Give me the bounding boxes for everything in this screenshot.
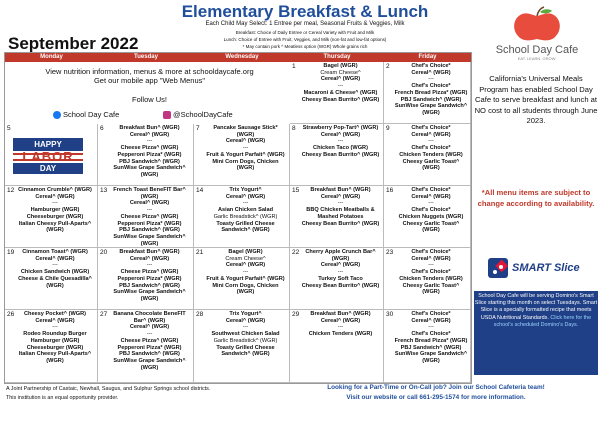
calendar-day-cell (290, 310, 384, 383)
day-number: 27 (100, 311, 108, 318)
website-contact-text[interactable]: Visit our website or call 661-295-1574 for more information. (346, 394, 526, 401)
menu-item: --- (428, 262, 434, 269)
page-title: Elementary Breakfast & Lunch (181, 2, 429, 21)
menu-item: --- (428, 76, 434, 83)
menu-item: Asian Chicken Salad (217, 207, 274, 214)
menu-item: Cheese & Chile Quesadilla^ (WGR) (18, 275, 92, 289)
availability-note: *All menu items are subject to change according to availability. (477, 188, 595, 208)
menu-item: Cheesy Pocket^ (WGR) (23, 311, 86, 317)
menu-items (394, 311, 468, 365)
menu-item: SunWise Grape Sandwich^ (WGR) (113, 289, 186, 302)
calendar-day-cell (5, 186, 98, 248)
menu-item: Cereal^ (WGR) (129, 200, 170, 207)
menu-items (15, 311, 95, 365)
day-number: 5 (7, 125, 11, 132)
breakfast-rule: Breakfast: Choice of Daily Entree or Cereal Variety with Fruit and Milk (235, 30, 375, 35)
calendar-day-cell (5, 124, 98, 186)
day-header-wednesday: Wednesday (194, 53, 290, 62)
menu-items (300, 63, 381, 103)
menu-items (108, 125, 191, 179)
menu-item: Chicken Tenders (WGR) (399, 275, 463, 282)
menu-item: PBJ Sandwich^ (WGR) (119, 351, 180, 358)
menu-item: Chef's Choice* (411, 249, 451, 255)
calendar-day-cell (290, 124, 384, 186)
menu-item: Cereal^ (WGR) (225, 317, 266, 324)
day-number: 2 (386, 63, 390, 70)
menu-items (15, 187, 95, 234)
day-header-tuesday: Tuesday (98, 53, 194, 62)
menu-item: Cereal^ (WGR) (129, 324, 170, 331)
holiday-mid: LABOR (22, 149, 74, 164)
menu-item: Breakfast Bun^ (WGR) (119, 249, 180, 255)
day-number: 14 (196, 187, 204, 194)
instagram-icon (163, 111, 171, 119)
calendar-day-cell (194, 248, 290, 310)
menu-item: Cheesy Garlic Toast^ (WGR) (402, 158, 460, 172)
menu-item: Cereal^ (WGR) (320, 193, 361, 200)
menu-item: SunWise Grape Sandwich^ (WGR) (113, 165, 186, 178)
menu-item: --- (337, 138, 344, 145)
menu-item: Toasty Grilled Cheese Sandwich^ (WGR) (216, 220, 275, 234)
menu-item: Cereal^ (WGR) (411, 255, 451, 262)
menu-item: Breakfast Bun^ (WGR) (310, 311, 371, 317)
menu-item: --- (242, 145, 249, 152)
calendar-day-cell (98, 248, 194, 310)
menu-item: Bagel (WGR) (323, 63, 358, 69)
menu-item: SunWise Grape Sandwich^ (WGR) (113, 233, 186, 247)
dominos-days-link[interactable]: Click here for the school's scheduled Domino's Days. (493, 314, 592, 328)
menu-item: Cereal^ (WGR) (129, 255, 170, 262)
menu-items (394, 125, 468, 172)
menu-item: PBJ Sandwich^ (WGR) (400, 96, 462, 103)
logo-tagline: EAT. LEARN. GROW. (517, 56, 557, 61)
lunch-rule: Lunch: Choice of Entree with Fruit, Veggies, and Milk (non-fat and low-fat options) (223, 37, 387, 42)
menu-calendar (4, 52, 472, 384)
menu-item: Mini Corn Dogs, Chicken (WGR) (212, 282, 279, 296)
menu-item: --- (52, 324, 58, 331)
calendar-day-cell (384, 186, 471, 248)
menu-item: Cream Cheese^ (320, 69, 361, 76)
menu-item: Fruit & Yogurt Parfait^ (WGR) (206, 151, 285, 158)
menu-item: Chicken Taco (WGR) (313, 145, 368, 152)
menu-item: Pepperoni Pizza* (WGR) (117, 151, 182, 158)
menu-item: Cheese Pizza^ (WGR) (120, 213, 179, 220)
menu-item: Cheesy Bean Burrito^ (WGR) (301, 96, 380, 103)
instagram-link[interactable] (163, 110, 233, 119)
instagram-label: @SchoolDayCafe (173, 110, 233, 119)
menu-item: Banana Chocolate BeneFIT Bar^ (WGR) (113, 311, 186, 324)
menu-items (300, 125, 381, 159)
menu-item: Chicken Sandwich (WGR) (20, 269, 90, 276)
menu-item: Toasty Grilled Cheese Sandwich^ (WGR) (216, 344, 275, 358)
menu-item: Italian Cheesy Pull-Aparts^ (WGR) (18, 220, 92, 234)
menu-item: Cheese Pizza^ (WGR) (120, 337, 179, 344)
menu-item: Cereal^ (WGR) (411, 131, 451, 138)
day-number: 29 (292, 311, 300, 318)
selection-rule: Each Child May Select: 1 Entree per meal, Seasonal Fruits & Veggies, Milk (205, 21, 405, 27)
menu-item: French Bread Pizza* (WGR) (394, 337, 468, 344)
menu-item: Bagel (WGR) (228, 249, 263, 255)
menu-item: Cereal^ (WGR) (411, 193, 451, 200)
day-number: 22 (292, 249, 300, 256)
menu-item: Cereal^ (WGR) (411, 69, 451, 76)
job-promo-text: Looking for a Part-Time or On-Call job? Join our School Cafeteria team! (327, 384, 545, 391)
menu-items (300, 187, 381, 227)
menu-item: Chef's Choice* (411, 83, 451, 90)
mobile-app-text: Get our mobile app "Web Menus" (93, 76, 206, 85)
menu-item: Hamburger (WGR) (30, 337, 80, 344)
menu-item: --- (146, 331, 153, 338)
menu-item: Cheese Pizza^ (WGR) (120, 145, 179, 152)
day-number: 16 (386, 187, 394, 194)
calendar-day-cell (384, 248, 471, 310)
menu-items (204, 187, 287, 234)
nutrition-info-text: View nutrition information, menus & more at schooldaycafe.org (45, 67, 254, 76)
menu-item: French Bread Pizza* (WGR) (394, 89, 468, 96)
menu-item: Fruit & Yogurt Parfait^ (WGR) (206, 275, 285, 282)
menu-item: Rodeo Roundup Burger (23, 331, 87, 338)
menu-item: Breakfast Bun^ (WGR) (310, 187, 371, 193)
day-header-friday: Friday (384, 53, 471, 62)
menu-items (108, 249, 191, 303)
day-number: 6 (100, 125, 104, 132)
menu-item: Chicken Tenders (WGR) (399, 151, 463, 158)
menu-item: --- (242, 269, 249, 276)
menu-item: Cereal^ (WGR) (35, 193, 75, 200)
day-number: 7 (196, 125, 200, 132)
labor-day-banner (13, 138, 83, 174)
menu-item: Cereal^ (WGR) (320, 262, 361, 269)
day-number: 12 (7, 187, 15, 194)
smart-slice-panel (474, 291, 598, 375)
menu-item: Cheese Pizza^ (WGR) (120, 269, 179, 276)
logo-name: School Day Cafe (495, 44, 579, 56)
day-number: 26 (7, 311, 15, 318)
menu-item: --- (337, 324, 344, 331)
menu-item: French Toast BeneFIT Bar^ (WGR) (113, 187, 186, 200)
menu-item: Cereal^ (WGR) (320, 317, 361, 324)
facebook-label: School Day Cafe (63, 110, 120, 119)
smart-slice-label: SMART Slice (512, 262, 580, 274)
menu-item: Cheesy Bean Burrito^ (WGR) (301, 151, 380, 158)
menu-item: PBJ Sandwich^ (WGR) (119, 158, 180, 165)
menu-item: Cheesy Bean Burrito^ (WGR) (301, 220, 380, 227)
follow-us-text: Follow Us! (131, 95, 167, 104)
menu-item: Cereal^ (WGR) (225, 138, 266, 145)
menu-item: Trix Yogurt^ (229, 187, 262, 193)
holiday-top: HAPPY (34, 140, 62, 149)
menu-items (15, 249, 95, 289)
facebook-icon (53, 111, 61, 119)
menu-item: Cereal^ (WGR) (411, 317, 451, 324)
calendar-day-cell (98, 186, 194, 248)
menu-item: Mini Corn Dogs, Chicken (WGR) (212, 158, 279, 172)
menu-item: Chicken Tenders (WGR) (308, 331, 373, 338)
equal-opportunity-text: This institution is an equal opportunity provider. (6, 395, 119, 401)
calendar-day-cell (5, 248, 98, 310)
menu-item: Chicken Nuggets (WGR) (398, 213, 464, 220)
smart-slice-text: School Day Cafe will be serving Domino's Smart Slice starting this month on select Tuesdays. Smart Slice is a specially formatted recipe that meets USDA Nutritional Standards. (474, 293, 598, 321)
universal-meals-text: California's Universal Meals Program has enabled School Day Cafe to serve breakfast and lunch at NO cost to all students through June 2023. (474, 74, 598, 125)
menu-item: Cereal^ (WGR) (320, 131, 361, 138)
info-panel (5, 62, 294, 124)
menu-item: Garlic Breadstick^ (WGR) (213, 337, 278, 344)
menu-item: Cereal^ (WGR) (225, 193, 266, 200)
day-header-monday: Monday (5, 53, 98, 62)
menu-item: Cheesy Bean Burrito^ (WGR) (301, 282, 380, 289)
day-number: 8 (292, 125, 296, 132)
menu-item: --- (52, 262, 58, 269)
month-title: September 2022 (8, 34, 139, 53)
menu-item: Chef's Choice* (411, 207, 451, 214)
calendar-day-cell (384, 124, 471, 186)
menu-items (394, 187, 468, 234)
calendar-day-cell (290, 248, 384, 310)
menu-item: Cheesy Garlic Toast^ (WGR) (402, 282, 460, 296)
menu-item: Chef's Choice* (411, 125, 451, 131)
menu-item: Pepperoni Pizza* (WGR) (117, 220, 182, 227)
menu-item: --- (337, 83, 344, 90)
menu-item: Cereal^ (WGR) (129, 131, 170, 138)
menu-item: Chef's Choice* (411, 63, 451, 69)
menu-item: --- (337, 200, 344, 207)
menu-items (204, 311, 287, 358)
calendar-day-cell (384, 310, 471, 383)
menu-item: Cinnamon Toast^ (WGR) (22, 249, 88, 255)
day-number: 9 (386, 125, 390, 132)
calendar-day-cell (290, 62, 384, 124)
calendar-day-cell (290, 186, 384, 248)
calendar-day-cell (5, 310, 98, 383)
calendar-day-cell (194, 124, 290, 186)
menu-item: Pepperoni Pizza* (WGR) (117, 344, 182, 351)
menu-item: Macaroni & Cheese^ (WGR) (303, 89, 378, 96)
calendar-day-cell (98, 124, 194, 186)
menu-items (300, 249, 381, 289)
apple-logo-icon (478, 6, 596, 44)
menu-item: Cheeseburger (WGR) (26, 344, 84, 351)
day-header-thursday: Thursday (290, 53, 384, 62)
menu-items (108, 311, 191, 371)
calendar-day-cell (384, 62, 471, 124)
menu-item: Trix Yogurt^ (229, 311, 262, 317)
menu-item: Cereal^ (WGR) (320, 76, 361, 83)
menu-item: Hamburger (WGR) (30, 207, 80, 214)
menu-item: PBJ Sandwich^ (WGR) (400, 344, 462, 351)
day-number: 15 (292, 187, 300, 194)
menu-item: --- (146, 207, 153, 214)
day-number: 30 (386, 311, 394, 318)
menu-item: --- (428, 138, 434, 145)
school-day-cafe-logo (478, 6, 596, 61)
day-number: 20 (100, 249, 108, 256)
menu-item: Cereal^ (WGR) (35, 317, 75, 324)
menu-item: Cheesy Garlic Toast^ (WGR) (402, 220, 460, 234)
menu-item: PBJ Sandwich^ (WGR) (119, 227, 180, 234)
menu-items (394, 63, 468, 117)
facebook-link[interactable] (53, 110, 119, 119)
calendar-day-cell (194, 310, 290, 383)
partnership-text: A Joint Partnership of Castaic, Newhall, Saugus, and Sulphur Springs school districts. (6, 386, 211, 392)
menu-item: --- (242, 200, 249, 207)
menu-items (204, 249, 287, 296)
menu-item: Chef's Choice* (411, 331, 451, 338)
calendar-day-cell (98, 310, 194, 383)
menu-item: BBQ Chicken Meatballs & Mashed Potatoes (306, 207, 375, 220)
menu-item: Cream Cheese^ (225, 255, 266, 262)
menu-item: Cherry Apple Crunch Bar^ (WGR) (305, 249, 376, 262)
menu-item: Italian Cheesy Pull-Aparts^ (WGR) (18, 351, 92, 364)
legend-line: * May contain pork ^ Meatless option (WGR) Whole grains rich (242, 44, 368, 49)
menu-item: --- (242, 324, 249, 331)
menu-items (300, 311, 381, 338)
menu-items (204, 125, 287, 172)
menu-item: Chef's Choice* (411, 145, 451, 152)
menu-item: Southwest Chicken Salad (211, 331, 280, 338)
menu-item: Turkey Soft Taco (318, 275, 363, 282)
day-number: 21 (196, 249, 204, 256)
menu-item: Strawberry Pop-Tart^ (WGR) (302, 125, 379, 131)
day-number: 28 (196, 311, 204, 318)
smart-slice-logo (488, 256, 584, 280)
menu-item: SunWise Grape Sandwich^ (WGR) (394, 351, 468, 364)
menu-item: PBJ Sandwich^ (WGR) (119, 282, 180, 289)
menu-item: SunWise Grape Sandwich^ (WGR) (394, 103, 468, 116)
menu-item: Chef's Choice* (411, 269, 451, 276)
day-number: 19 (7, 249, 15, 256)
day-number: 23 (386, 249, 394, 256)
menu-item: Chef's Choice* (411, 187, 451, 193)
menu-item: SunWise Grape Sandwich^ (WGR) (113, 357, 186, 371)
menu-item: Pancake Sausage Stick* (WGR) (213, 125, 278, 138)
menu-item: Cinnamon Crumble^ (WGR) (18, 187, 92, 193)
menu-items (394, 249, 468, 296)
menu-item: --- (146, 138, 153, 145)
menu-item: --- (428, 324, 434, 331)
menu-item: Garlic Breadstick^ (WGR) (213, 213, 278, 220)
menu-item: --- (428, 200, 434, 207)
menu-item: Pepperoni Pizza* (WGR) (117, 275, 182, 282)
menu-item: --- (146, 262, 153, 269)
menu-item: Cheeseburger (WGR) (26, 213, 84, 220)
day-number: 13 (100, 187, 108, 194)
menu-item: Breakfast Bun^ (WGR) (119, 125, 180, 131)
calendar-day-cell (194, 186, 290, 248)
day-number: 1 (292, 63, 296, 70)
menu-item: --- (337, 269, 344, 276)
menu-item: Chef's Choice* (411, 311, 451, 317)
menu-items (108, 187, 191, 247)
holiday-bot: DAY (39, 164, 57, 173)
menu-item: --- (52, 200, 58, 207)
menu-item: Cereal^ (WGR) (225, 262, 266, 269)
menu-item: Cereal^ (WGR) (35, 255, 75, 262)
